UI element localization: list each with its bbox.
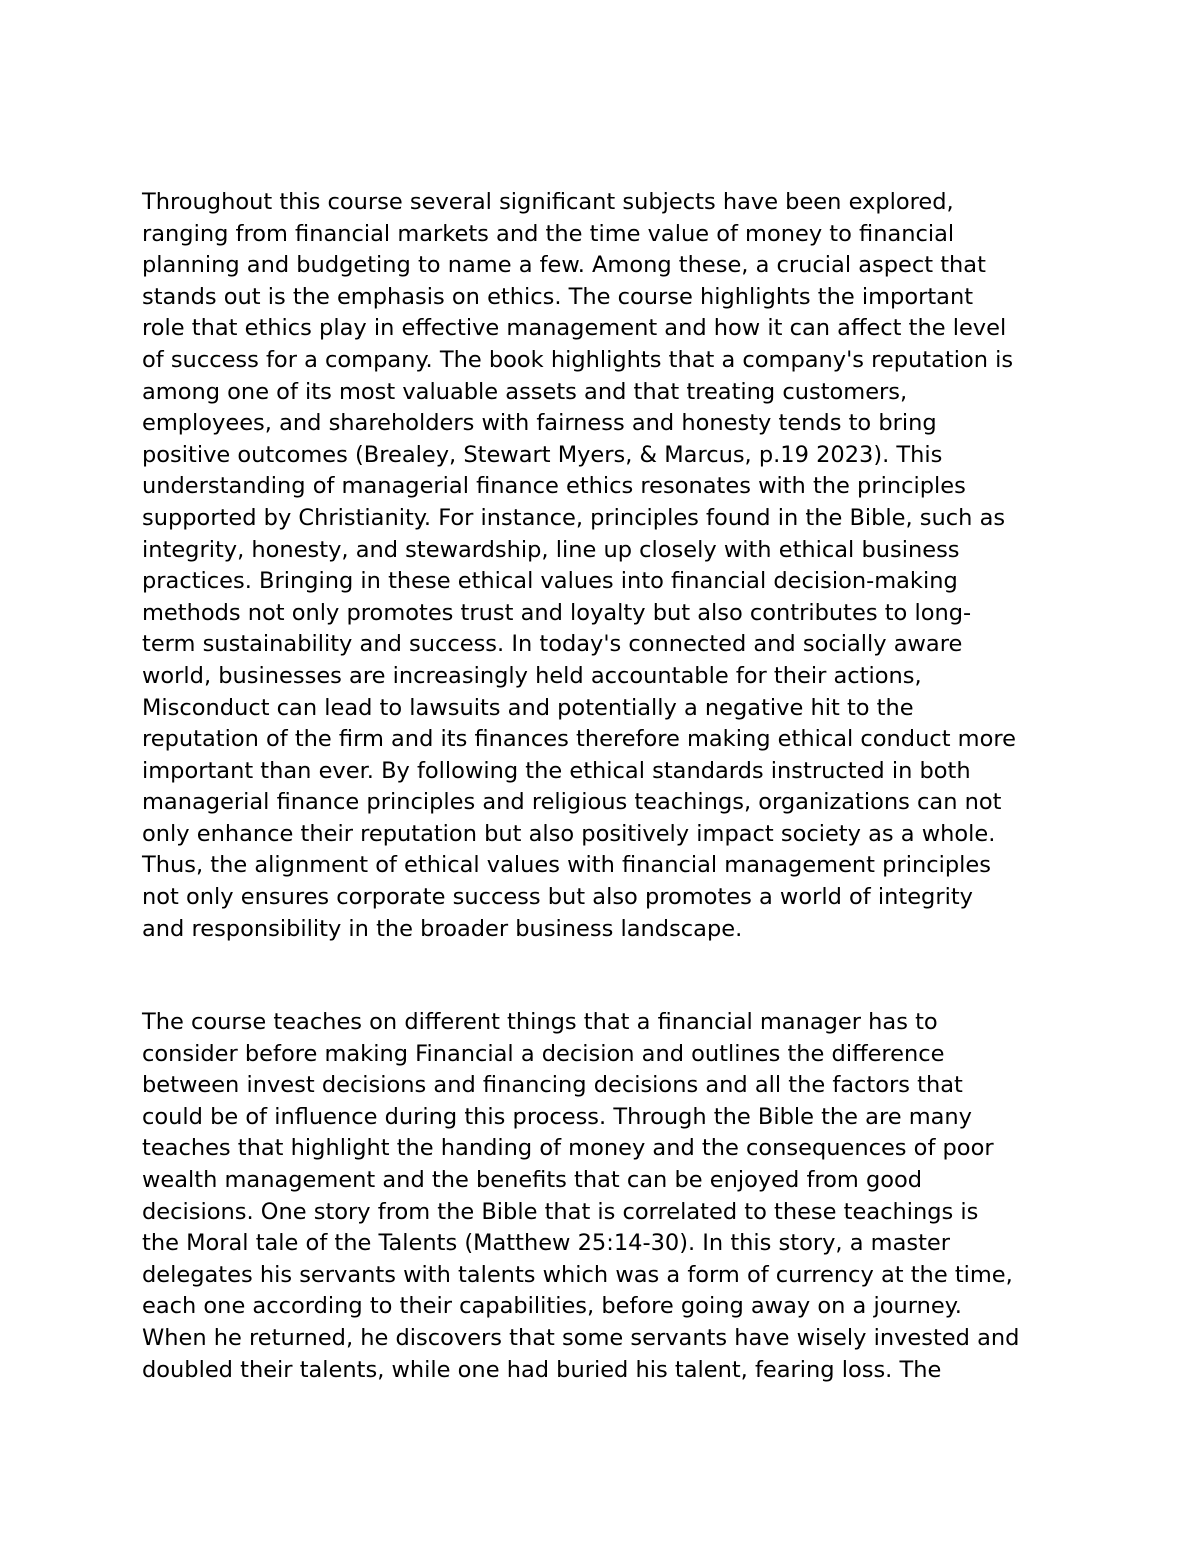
text-line: ranging from financial markets and the time value of money to financial xyxy=(142,220,955,247)
text-line: managerial finance principles and religious teachings, organizations can not xyxy=(142,789,1002,816)
text-line: supported by Christianity. For instance, principles found in the Bible, such as xyxy=(142,504,1006,531)
text-line: between invest decisions and financing decisions and all the factors that xyxy=(142,1072,963,1099)
text-line: Thus, the alignment of ethical values with financial management principles xyxy=(142,852,991,879)
text-line: could be of influence during this process. Through the Bible the are many xyxy=(142,1103,972,1130)
text-line: employees, and shareholders with fairness and honesty tends to bring xyxy=(142,410,937,437)
text-line: among one of its most valuable assets and that treating customers, xyxy=(142,378,908,405)
text-line: consider before making Financial a decision and outlines the difference xyxy=(142,1040,945,1067)
text-line: methods not only promotes trust and loyalty but also contributes to long- xyxy=(142,599,972,626)
text-line: term sustainability and success. In today's connected and socially aware xyxy=(142,631,963,658)
text-line: Throughout this course several significant subjects have been explored, xyxy=(142,189,954,215)
text-line: The course teaches on different things that a financial manager has to xyxy=(142,1009,938,1035)
text-line: the Moral tale of the Talents (Matthew 25:14-30). In this story, a master xyxy=(142,1230,951,1257)
text-line: teaches that highlight the handing of money and the consequences of poor xyxy=(142,1135,994,1162)
text-line: Misconduct can lead to lawsuits and potentially a negative hit to the xyxy=(142,694,914,721)
text-line: understanding of managerial finance ethics resonates with the principles xyxy=(142,473,966,500)
text-line: integrity, honesty, and stewardship, line up closely with ethical business xyxy=(142,536,960,563)
paragraph-ethics xyxy=(142,187,1082,945)
text-line: each one according to their capabilities, before going away on a journey. xyxy=(142,1293,962,1320)
text-line: important than ever. By following the ethical standards instructed in both xyxy=(142,757,971,784)
text-line: stands out is the emphasis on ethics. The course highlights the important xyxy=(142,283,974,310)
text-line: not only ensures corporate success but also promotes a world of integrity xyxy=(142,884,973,911)
text-line: positive outcomes (Brealey, Stewart Myers, & Marcus, p.19 2023). This xyxy=(142,441,943,468)
text-line: practices. Bringing in these ethical values into financial decision-making xyxy=(142,568,958,595)
text-line: planning and budgeting to name a few. Among these, a crucial aspect that xyxy=(142,252,986,279)
paragraph-talents xyxy=(142,1007,1082,1386)
text-line: only enhance their reputation but also positively impact society as a whole. xyxy=(142,820,996,847)
text-line: delegates his servants with talents which was a form of currency at the time, xyxy=(142,1261,1013,1288)
text-line: doubled their talents, while one had buried his talent, fearing loss. The xyxy=(142,1356,942,1383)
text-line: world, businesses are increasingly held accountable for their actions, xyxy=(142,662,922,689)
text-line: wealth management and the benefits that can be enjoyed from good xyxy=(142,1166,923,1193)
text-line: of success for a company. The book highlights that a company's reputation is xyxy=(142,346,1014,373)
text-line: reputation of the firm and its finances therefore making ethical conduct more xyxy=(142,726,1016,753)
text-line: and responsibility in the broader business landscape. xyxy=(142,915,743,942)
text-line: decisions. One story from the Bible that is correlated to these teachings is xyxy=(142,1198,979,1225)
text-line: role that ethics play in effective management and how it can affect the level xyxy=(142,315,1007,342)
text-line: When he returned, he discovers that some servants have wisely invested and xyxy=(142,1324,1020,1351)
